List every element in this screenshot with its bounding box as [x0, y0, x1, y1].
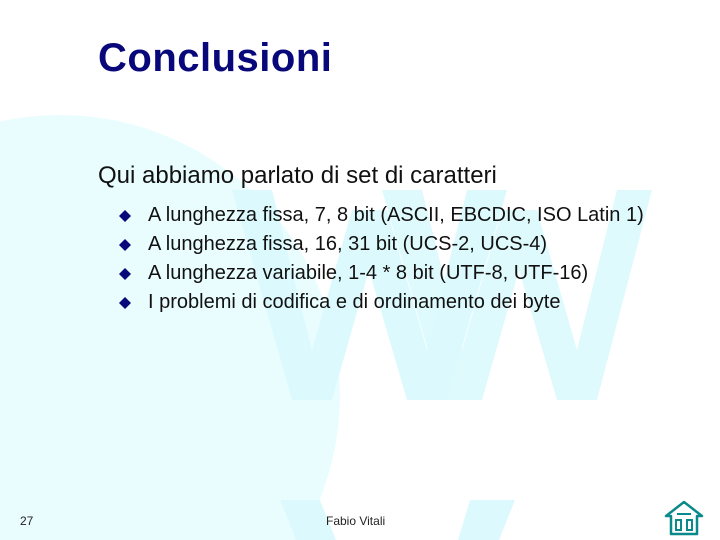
- diamond-bullet-icon: [119, 239, 131, 251]
- diamond-bullet-icon: [119, 268, 131, 280]
- main-point: Qui abbiamo parlato di set di caratteri: [98, 162, 497, 189]
- background-www-watermark-bottom: [280, 490, 530, 540]
- author-footer: Fabio Vitali: [326, 514, 386, 528]
- bullet-item: [118, 230, 708, 259]
- home-navigation-icon[interactable]: [664, 500, 704, 536]
- bullet-text: A lunghezza fissa, 16, 31 bit (UCS-2, UCS-4): [148, 233, 548, 255]
- slide-number: 27: [20, 514, 34, 528]
- bullet-text: A lunghezza variabile, 1-4 * 8 bit (UTF-8, UTF-16): [148, 262, 589, 284]
- bullet-list: [118, 201, 708, 317]
- bullet-text: I problemi di codifica e di ordinamento dei byte: [148, 291, 561, 313]
- slide-title: Conclusioni: [98, 36, 333, 80]
- bullet-item: [118, 259, 708, 288]
- diamond-bullet-icon: [119, 297, 131, 309]
- diamond-bullet-icon: [119, 210, 131, 222]
- bullet-item: [118, 201, 708, 230]
- bullet-text: A lunghezza fissa, 7, 8 bit (ASCII, EBCDIC, ISO Latin 1): [148, 204, 644, 226]
- bullet-item: [118, 288, 708, 317]
